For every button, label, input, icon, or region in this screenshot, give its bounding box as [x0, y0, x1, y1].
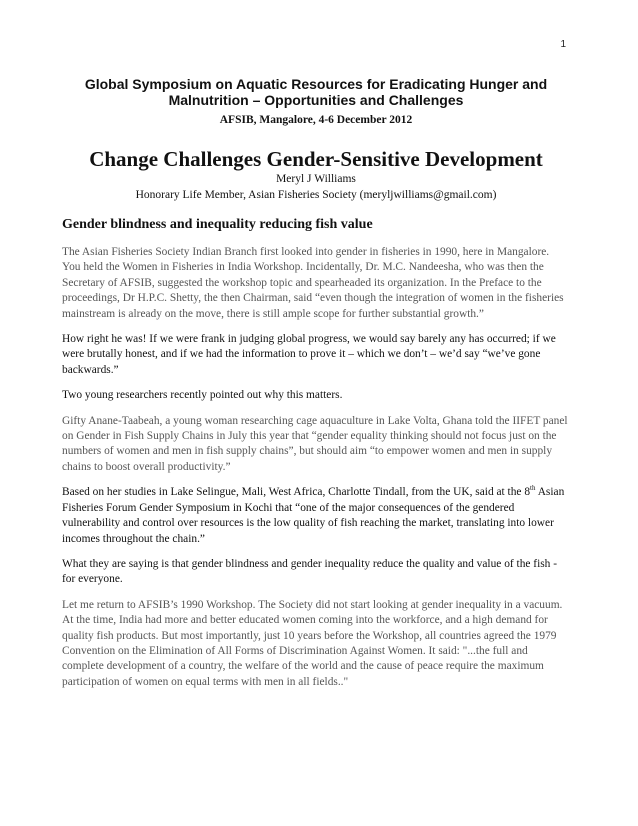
symposium-title-line2: Malnutrition – Opportunities and Challenges: [168, 92, 464, 108]
paragraph-5-start: Based on her studies in Lake Selingue, Mali, West Africa, Charlotte Tindall, from the UK, said at the 8: [62, 486, 531, 499]
symposium-subtitle: AFSIB, Mangalore, 4-6 December 2012: [219, 114, 413, 126]
paragraph-5: [62, 485, 570, 547]
paper-title: Change Challenges Gender-Sensitive Development: [89, 147, 543, 171]
paragraph-5-superscript: th: [530, 484, 536, 493]
section-heading: Gender blindness and inequality reducing fish value: [62, 217, 373, 232]
paragraph-4: Gifty Anane-Taabeah, a young woman researching cage aquaculture in Lake Volta, Ghana told the IIFET panel on Gender in Fish Supply Chains in July this year that “gender equality thinking should not focus just on the numbers of women and men in fish supply chains”, but should aim “to empower women and men in supply chains to boost overall productivity.”: [62, 414, 568, 473]
paragraph-1: The Asian Fisheries Society Indian Branch first looked into gender in fisheries in 1990, here in Mangalore. You held the Women in Fisheries in India Workshop. Incidentally, Dr. M.C. Nandeesha, who was then the Secretary of AFSIB, suggested the workshop topic and spearheaded its organization. In the Preface to the proceedings, Dr H.P.C. Shetty, the then Chairman, said “even though the integration of women in the fisheries mainstream is already on the move, there is still ample scope for further substantial growth.”: [62, 246, 564, 320]
symposium-title: [62, 76, 570, 108]
document-body: [62, 76, 570, 690]
symposium-title-line1: Global Symposium on Aquatic Resources for Eradicating Hunger and: [84, 76, 548, 92]
paragraph-7: Let me return to AFSIB’s 1990 Workshop. The Society did not start looking at gender inequality in a vacuum. At the time, India had more and better educated women coming into the workforce, and a high demand for quality fish products. But most importantly, just 10 years before the Workshop, all countries agreed the 1979 Convention on the Elimination of All Forms of Discrimination Against Women. It said: "...the full and complete development of a country, the welfare of the world and the cause of peace require the maximum participation of women on equal terms with men in all fields..": [62, 598, 563, 688]
paragraph-6: What they are saying is that gender blindness and gender inequality reduce the quality and value of the fish - for everyone.: [62, 557, 558, 586]
paragraph-5-end: Asian Fisheries Forum Gender Symposium in Kochi that “one of the major consequences of the gendered vulnerability and control over resources is the low quality of fish reaching the market, translating into lower incomes throughout the chain.”: [62, 486, 565, 545]
page-number: 1: [560, 39, 566, 50]
author-affiliation: Honorary Life Member, Asian Fisheries Society (meryljwilliams@gmail.com): [135, 189, 497, 201]
paragraph-2: How right he was! If we were frank in judging global progress, we would say barely any has occurred; if we were brutally honest, and if we had the information to prove it – which we don’t – we’d say “we’ve gone backwards.”: [62, 333, 556, 376]
paragraph-3: Two young researchers recently pointed out why this matters.: [62, 389, 343, 402]
author-name: Meryl J Williams: [276, 173, 356, 185]
